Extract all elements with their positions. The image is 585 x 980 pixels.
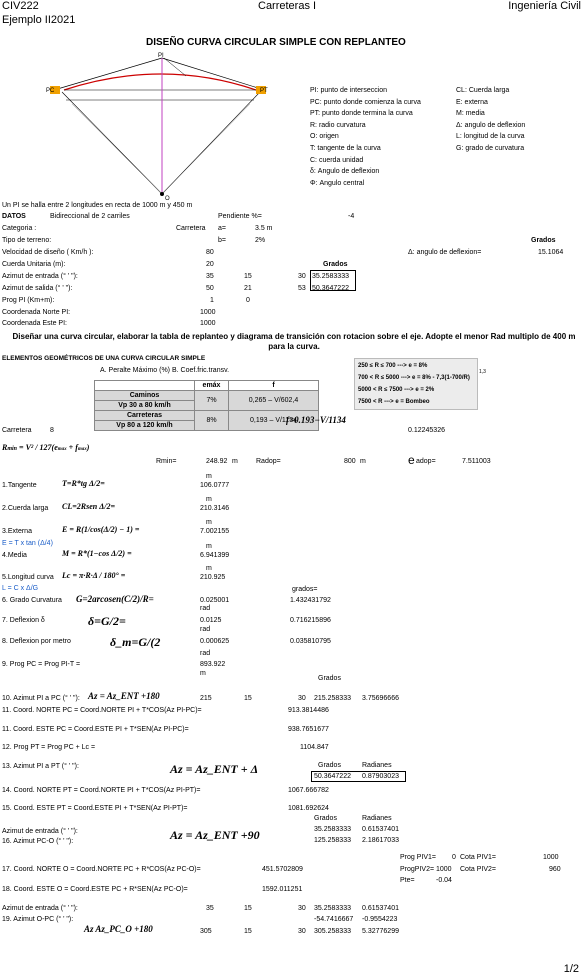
pendiente-value: -4 [348, 213, 355, 220]
f13: Az = Az_ENT + Δ [170, 762, 259, 776]
piv-l1: Prog PIV1= [400, 854, 436, 861]
dm-label: 8. Deflexion por metro [2, 638, 71, 645]
az-ent-label: Azimut de entrada (° ' "): [2, 273, 78, 280]
v11: 913.3814486 [288, 707, 329, 714]
legend-item: PC: punto donde comienza la curva [310, 98, 421, 106]
legend-item: E: externa [456, 98, 488, 106]
v19a-min: 15 [244, 905, 252, 912]
v19-r: 5.32776299 [362, 928, 399, 935]
g-deg: 1.432431792 [290, 597, 331, 604]
l19a: Azimut de entrada (° ' "): [2, 905, 78, 912]
este-value: 1000 [200, 320, 216, 327]
dm-unit: rad [200, 650, 211, 657]
legend-item: G: grado de curvatura [456, 145, 525, 152]
delta-value: 15.1064 [538, 249, 564, 256]
norte-label: Coordenada Norte PI: [2, 309, 71, 316]
legend-item: Φ: Angulo central [310, 179, 365, 187]
g-deg-label: grados= [292, 586, 318, 593]
d-unit: rad [200, 626, 211, 633]
f-value: 0.12245326 [408, 427, 445, 434]
az-ent-sec: 30 [298, 273, 306, 280]
calc-item-label: 1.Tangente [2, 482, 37, 489]
v19-sec: 30 [298, 928, 306, 935]
legend-item: C: cuerda unidad [310, 156, 364, 164]
legend-item: PT: punto donde termina la curva [310, 110, 413, 118]
v19-deg: 305 [200, 928, 212, 935]
v17: 451.5702809 [262, 866, 303, 873]
td-vp2: Vp 80 a 120 km/h [95, 421, 195, 431]
norte-value: 1000 [200, 309, 216, 316]
v16a-g: 35.2583333 [314, 826, 351, 833]
az10-formula: Az = Az_ENT +180 [88, 691, 160, 701]
legend-item: R: radio curvatura [310, 121, 366, 129]
dm-formula: δ_m=G/(2 [110, 635, 161, 649]
carretera-label: Carretera [2, 427, 32, 434]
td-caminos: Caminos [95, 391, 195, 401]
legend-item: T: tangente de la curva [310, 145, 381, 152]
td-f1: 0,265 – V/602,4 [229, 391, 319, 411]
th-0 [95, 381, 195, 391]
a-label: a= [218, 225, 226, 232]
calc-item-value: 6.941399 [200, 552, 230, 559]
az-sal-grados: 50.3647222 [312, 285, 349, 292]
calc-item-unit: m [206, 543, 212, 550]
az-sal-deg: 50 [206, 285, 214, 292]
pc-label: 9. Prog PC = Prog PI-T = [2, 661, 81, 668]
b-value: 2% [255, 237, 266, 244]
prog-km: 1 [210, 297, 214, 304]
piv-v1: 0 [452, 854, 456, 861]
dm-deg: 0.035810795 [290, 638, 331, 645]
eadop-label: adop= [416, 458, 436, 465]
piv-l3: Pte= [400, 877, 415, 884]
curve-diagram [44, 52, 270, 202]
v19a-deg: 35 [206, 905, 214, 912]
header-left: CIV222 [2, 0, 39, 12]
peralte-rule: 700 < R ≤ 5000 ---> e = 8% - 7,3(1-700/R) [358, 375, 470, 381]
v16-g: 125.258333 [314, 837, 351, 844]
legend-item: M: media [456, 110, 485, 118]
pendiente-label: Pendiente %= [218, 213, 262, 220]
l15: 15. Coord. ESTE PT = Coord.ESTE PI + T*SEN(Az PI-PT)= [2, 805, 188, 812]
td-8: 8% [195, 411, 229, 431]
piv-v3: -0.04 [436, 877, 452, 884]
v15: 1081.692624 [288, 805, 329, 812]
l19: 19. Azimut O-PC (° ' "): [2, 916, 74, 923]
categoria-value: Carretera [176, 225, 206, 232]
grados-box-head: Grados [323, 261, 348, 268]
pc-label: PC [46, 88, 55, 94]
d-label: 7. Deflexion δ [2, 617, 45, 624]
az10-sec: 30 [298, 695, 306, 702]
pc-unit: m [200, 670, 206, 677]
g-value: 0.025001 [200, 597, 230, 604]
carretera-v: 8 [50, 427, 54, 434]
peralte-exp: 1,3 [479, 369, 486, 375]
grados-head-2: Grados [318, 675, 341, 682]
legend-item: CL: Cuerda larga [456, 87, 510, 94]
az-ent-deg: 35 [206, 273, 214, 280]
peralte-rule: 5000 < R ≤ 7500 ---> e = 2% [358, 387, 435, 393]
piv-v2: 1000 [436, 866, 452, 873]
peralte-rules [354, 358, 478, 410]
az10-deg: 215 [200, 695, 212, 702]
v19a-g: 35.2583333 [314, 905, 351, 912]
az10-g: 215.258333 [314, 695, 351, 702]
cuerda-value: 20 [206, 261, 214, 268]
eadop-value: 7.511003 [462, 458, 491, 465]
td-carreteras: Carreteras [95, 411, 195, 421]
th-1: emáx [195, 381, 229, 391]
calc-item-formula: Lc = π·R·Δ / 180° = [62, 571, 126, 580]
v13-r: 0.87903023 [362, 773, 399, 780]
l18: 18. Coord. ESTE O = Coord.ESTE PC + R*SEN(Az PC-O)= [2, 886, 188, 893]
az-ent-min: 15 [244, 273, 252, 280]
intro-text: Un PI se halla entre 2 longitudes en recta de 1000 m y 450 m [2, 202, 193, 209]
calc-item-label: 3.Externa [2, 528, 32, 535]
v19a-sec: 30 [298, 905, 306, 912]
f16: Az = Az_ENT +90 [170, 828, 260, 842]
piv-l2: ProgPIV2= [400, 866, 435, 873]
v19m-g: -54.7416667 [314, 916, 354, 923]
f-formula: f=0.193−V/1134 [286, 415, 346, 425]
pi-label: PI [158, 53, 164, 59]
categoria-label: Categoria : [2, 225, 37, 232]
g-formula: G=2arcosen(C/2)/R= [76, 594, 154, 604]
calc-item-unit: m [206, 496, 212, 503]
v19-min: 15 [244, 928, 252, 935]
calc-item-label: 2.Cuerda larga [2, 505, 49, 512]
este-label: Coordenada Este PI: [2, 320, 67, 327]
legend-item: δ: Angulo de deflexion [310, 168, 380, 176]
td-f2: 0,193 – V/1134 [229, 411, 319, 431]
v11b: 938.7651677 [288, 726, 329, 733]
legend-item: L: longitud de la curva [456, 133, 525, 141]
grados-head-3: Grados [318, 762, 341, 769]
td-7: 7% [195, 391, 229, 411]
rmin-unit: m [232, 458, 238, 465]
delta-label: Δ: angulo de deflexion= [408, 249, 482, 256]
prog-m: 0 [246, 297, 250, 304]
calc-item-label: 4.Media [2, 552, 27, 559]
az10-label: 10. Azimut PI a PC (° ' "): [2, 695, 80, 702]
grados-head-4: Grados [314, 815, 337, 822]
page-title: DISEÑO CURVA CIRCULAR SIMPLE CON REPLANTEO [146, 37, 406, 48]
vel-label: Velocidad de diseño ( Km/h ): [2, 249, 94, 256]
az10-min: 15 [244, 695, 252, 702]
legend-item: Δ: angulo de deflexion [456, 121, 526, 129]
l11: 11. Coord. NORTE PC = Coord.NORTE PI + T*COS(Az PI-PC)= [2, 707, 202, 714]
l14: 14. Coord. NORTE PT = Coord.NORTE PI + T*COS(Az PI-PT)= [2, 787, 201, 794]
l16a: Azimut de entrada (° ' "): [2, 828, 78, 835]
rmin-formula: Rmin = V² / 127(emax + fmax) [2, 443, 90, 452]
pc-value: 893.922 [200, 661, 226, 668]
v16-r: 2.18617033 [362, 837, 399, 844]
grados-head: Grados [531, 237, 556, 244]
v19a-r: 0.61537401 [362, 905, 399, 912]
elements-title: ELEMENTOS GEOMÉTRICOS DE UNA CURVA CIRCULAR SIMPLE [2, 355, 206, 362]
radop-unit: m [360, 458, 366, 465]
rmin-label: Rmin= [156, 458, 177, 465]
l12: 12. Prog PT = Prog PC + Lc = [2, 744, 96, 751]
rad-head-4: Radianes [362, 815, 392, 822]
tipo-label: Tipo de terreno: [2, 237, 52, 244]
calc-item-value: 210.3146 [200, 505, 230, 512]
a-value: 3.5 m [255, 225, 273, 232]
piv-c1l: Cota PIV1= [460, 854, 496, 861]
legend-item: PI: punto de interseccion [310, 87, 388, 94]
longitud-alt: L = C x Δ/G [2, 585, 39, 592]
e-symbol: e [408, 453, 415, 467]
radop-label: Radop= [256, 458, 281, 465]
piv-c2l: Cota PIV2= [460, 866, 496, 873]
calc-item-unit: m [206, 473, 212, 480]
v16a-r: 0.61537401 [362, 826, 399, 833]
calc-item-unit: m [206, 565, 212, 572]
o-label: O [165, 196, 170, 202]
rad-head-3: Radianes [362, 762, 392, 769]
az-sal-label: Azimut de salida (° ' "): [2, 285, 73, 292]
datos-desc: Bidireccional de 2 carriles [50, 213, 130, 220]
calc-item-formula: E = R(1/cos(Δ/2) − 1) = [62, 525, 140, 534]
az-ent-grados: 35.2583333 [312, 273, 349, 280]
piv-c2: 960 [549, 866, 561, 873]
d-deg: 0.716215896 [290, 617, 331, 624]
radop-value: 800 [344, 458, 356, 465]
peralte-rule: 250 ≤ R ≤ 700 ---> e = 8% [358, 363, 428, 369]
az10-r: 3.75696666 [362, 695, 399, 702]
calc-item-value: 7.002155 [200, 528, 230, 535]
datos-label: DATOS [2, 213, 26, 220]
page-number: 1/2 [563, 963, 579, 975]
b-label: b= [218, 237, 226, 244]
v12: 1104.847 [300, 744, 329, 751]
calc-item-formula: T=R*tg Δ/2= [62, 479, 105, 488]
d-value: 0.0125 [200, 617, 222, 624]
az-sal-sec: 53 [298, 285, 306, 292]
dm-value: 0.000625 [200, 638, 230, 645]
th-2: f [229, 381, 319, 391]
cuerda-label: Cuerda Unitaria (m): [2, 261, 66, 268]
calc-item-value: 210.925 [200, 574, 226, 581]
v19m-r: -0.9554223 [362, 916, 398, 923]
g-unit: rad [200, 605, 211, 612]
piv-c1: 1000 [543, 854, 559, 861]
az-sal-min: 21 [244, 285, 252, 292]
l11b: 11. Coord. ESTE PC = Coord.ESTE PI + T*SEN(Az PI-PC)= [2, 726, 189, 733]
l16: 16. Azimut PC-O (° ' "): [2, 838, 74, 845]
calc-item-value: 106.0777 [200, 482, 230, 489]
v13-g: 50.3647222 [314, 773, 351, 780]
prog-label: Prog PI (Km+m): [2, 297, 55, 304]
legend-item: O: origen [310, 133, 339, 141]
calc-item-formula: M = R*(1−cos Δ/2) = [62, 549, 132, 558]
header-center: Carreteras I [258, 0, 317, 12]
vel-value: 80 [206, 249, 214, 256]
rmin-value: 248.92 [206, 458, 228, 465]
task-text: Diseñar una curva circular, elaborar la tabla de replanteo y diagrama de transición con rotacion sobre el eje. Adopte el menor Rad multiplo de 400 m para la curva. [12, 332, 576, 352]
calc-item-formula: CL=2Rsen Δ/2= [62, 502, 116, 511]
header-right: Ingeniería Civil [508, 0, 581, 12]
externa-alt: E = T x tan (Δ/4) [2, 540, 53, 547]
l13: 13. Azimut PI a PT (° ' "): [2, 763, 79, 770]
calc-item-unit: m [206, 519, 212, 526]
l17: 17. Coord. NORTE O = Coord.NORTE PC + R*COS(Az PC-O)= [2, 866, 201, 873]
td-vp1: Vp 30 a 80 km/h [95, 401, 195, 411]
pt-label: PT [260, 88, 268, 94]
v18: 1592.011251 [262, 886, 303, 893]
d-formula: δ=G/2= [88, 614, 126, 628]
calc-item-label: 5.Longitud curva [2, 574, 54, 581]
header-sub: Ejemplo II2021 [2, 14, 76, 26]
f19: Az Az_PC_O +180 [84, 924, 153, 934]
g-label: 6. Grado Curvatura [2, 597, 62, 604]
v14: 1067.666782 [288, 787, 329, 794]
v19-g: 305.258333 [314, 928, 351, 935]
peralte-rule: 7500 < R ---> e = Bombeo [358, 399, 430, 405]
elements-sub: A. Peralte Máximo (%) B. Coef.fric.transv. [100, 367, 230, 374]
